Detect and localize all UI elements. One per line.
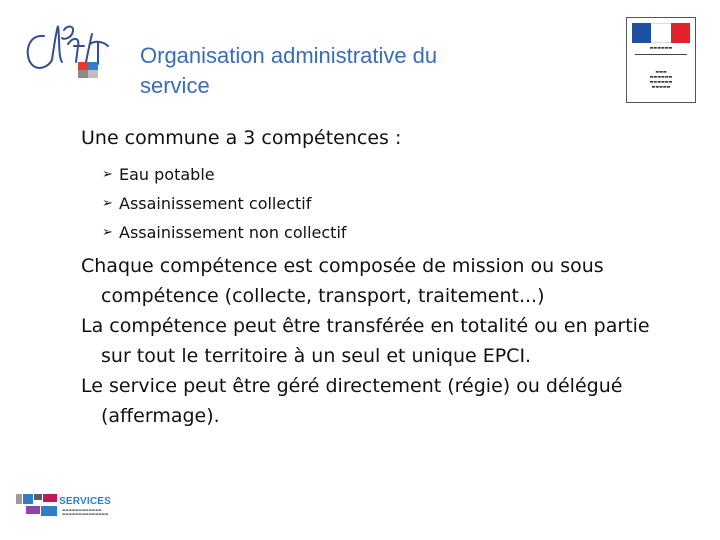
services-subtitle-graphic: ▬▬▬▬▬▬▬▬▬▬▬▬ ▬▬▬▬▬▬▬▬▬▬▬▬▬▬ <box>62 508 109 516</box>
services-wordmark: SERVICES <box>59 496 111 507</box>
cnfpt-logo <box>18 16 118 88</box>
slide-body <box>81 126 681 431</box>
title-line-1: Organisation administrative du <box>140 43 438 68</box>
paragraph: Le service peut être géré directement (régie) ou délégué (affermage). <box>81 375 623 427</box>
paragraph: Chaque compétence est composée de mission ou sous compétence (collecte, transport, traitement...) <box>81 255 604 307</box>
ministry-name-graphic: ▬▬▬ ▬▬▬▬▬▬ ▬▬▬▬▬▬ ▬▬▬▬▬ <box>649 69 673 89</box>
republic-motto-graphic: ▬▬▬▬▬▬ <box>649 45 673 50</box>
services-logo <box>16 494 166 520</box>
arrow-bullet-icon: ➢ <box>102 167 113 182</box>
list-item <box>102 189 681 218</box>
ministry-logo <box>626 17 696 103</box>
list-item-label: Eau potable <box>119 165 215 184</box>
intro-text: Une commune a 3 compétences : <box>81 127 402 149</box>
list-item <box>102 160 681 189</box>
arrow-bullet-icon: ➢ <box>102 225 113 240</box>
french-flag-icon <box>632 23 690 43</box>
paragraph: La compétence peut être transférée en totalité ou en partie sur tout le territoire à un seul et unique EPCI. <box>81 315 650 367</box>
list-item-label: Assainissement collectif <box>119 194 312 213</box>
title-line-2: service <box>140 73 210 98</box>
arrow-bullet-icon: ➢ <box>102 196 113 211</box>
list-item <box>102 218 681 247</box>
services-blocks-icon <box>16 494 58 520</box>
competence-list <box>81 160 681 247</box>
ministry-divider <box>635 54 687 55</box>
list-item-label: Assainissement non collectif <box>119 223 347 242</box>
page-title <box>140 41 560 101</box>
paragraphs <box>81 251 681 431</box>
